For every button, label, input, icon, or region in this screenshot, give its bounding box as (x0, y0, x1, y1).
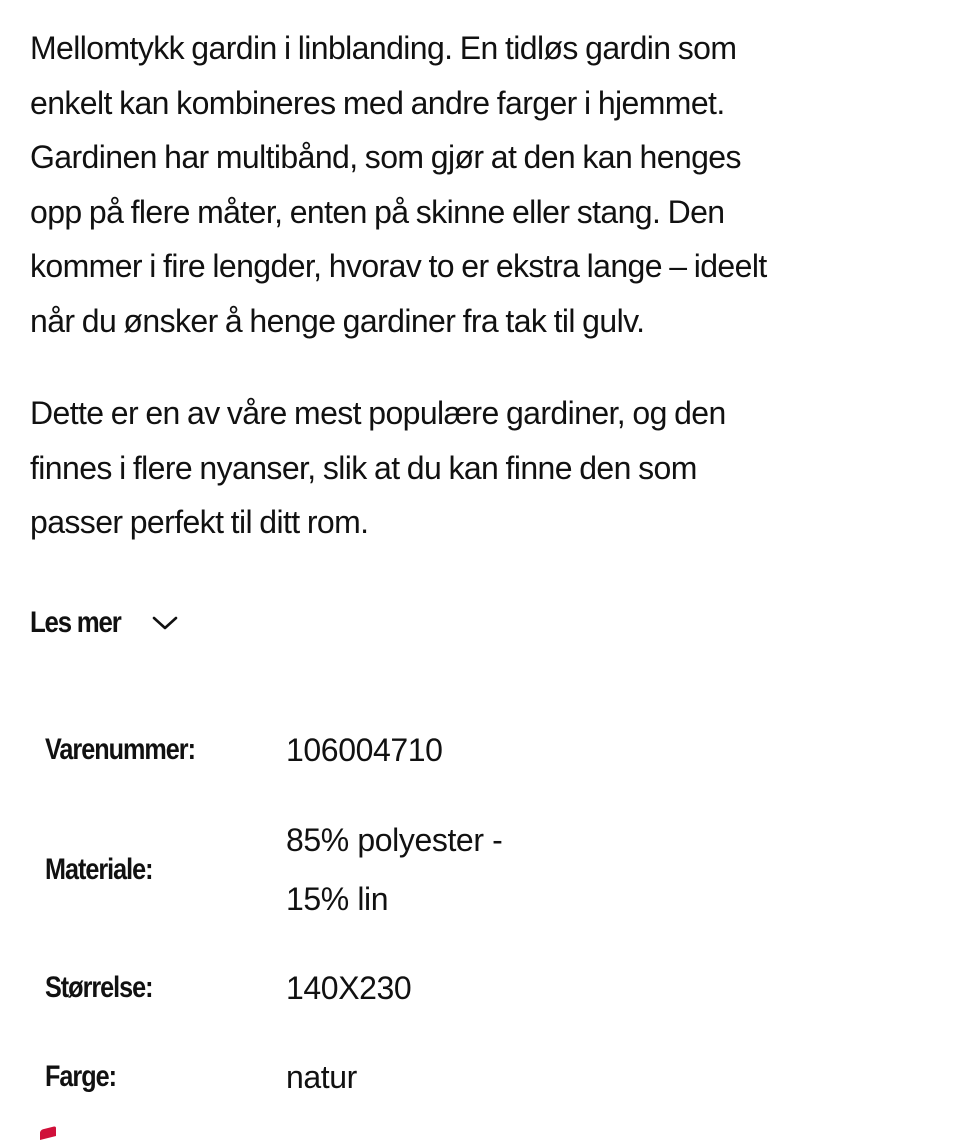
description-line: Dette er en av våre mest populære gardiner, og den (30, 395, 726, 431)
spec-value-line: 85% polyester - (286, 822, 503, 858)
description-line: kommer i fire lengder, hvorav to er ekstra lange – ideelt (30, 248, 767, 284)
spec-value-line: 140X230 (286, 969, 412, 1006)
read-more-button[interactable] (30, 606, 135, 640)
spec-label: Materiale: (45, 853, 153, 886)
spec-row-materiale (45, 810, 745, 930)
description-line: Gardinen har multibånd, som gjør at den kan henges (30, 139, 741, 175)
description-line: enkelt kan kombineres med andre farger i hjemmet. (30, 84, 725, 121)
read-more-label: Les mer (30, 606, 121, 639)
description-line: når du ønsker å henge gardiner fra tak til gulv. (30, 302, 645, 339)
spec-value (286, 959, 411, 1018)
product-description-paragraph-1 (30, 21, 950, 348)
spec-value (286, 721, 443, 780)
spec-value (286, 811, 502, 929)
description-line: opp på flere måter, enten på skinne eller stang. Den (30, 193, 725, 230)
spec-value-line: 15% lin (286, 881, 389, 917)
spec-row-varenummer (45, 720, 745, 780)
spec-value-line: natur (286, 1058, 357, 1095)
spec-row-storrelse (45, 958, 745, 1018)
spec-label: Farge: (45, 1060, 116, 1093)
spec-label: Størrelse: (45, 971, 153, 1004)
description-line: finnes i flere nyanser, slik at du kan finne den som (30, 449, 697, 486)
spec-value (286, 1048, 357, 1107)
description-line: passer perfekt til ditt rom. (30, 504, 369, 540)
chevron-down-icon (151, 614, 179, 632)
spec-label: Varenummer: (45, 733, 195, 766)
description-line: Mellomtykk gardin i linblanding. En tidløs gardin som (30, 30, 737, 66)
spec-row-farge (45, 1047, 745, 1107)
product-description-paragraph-2 (30, 386, 950, 550)
red-brand-mark-partial (40, 1126, 56, 1140)
spec-value-line: 106004710 (286, 731, 443, 768)
